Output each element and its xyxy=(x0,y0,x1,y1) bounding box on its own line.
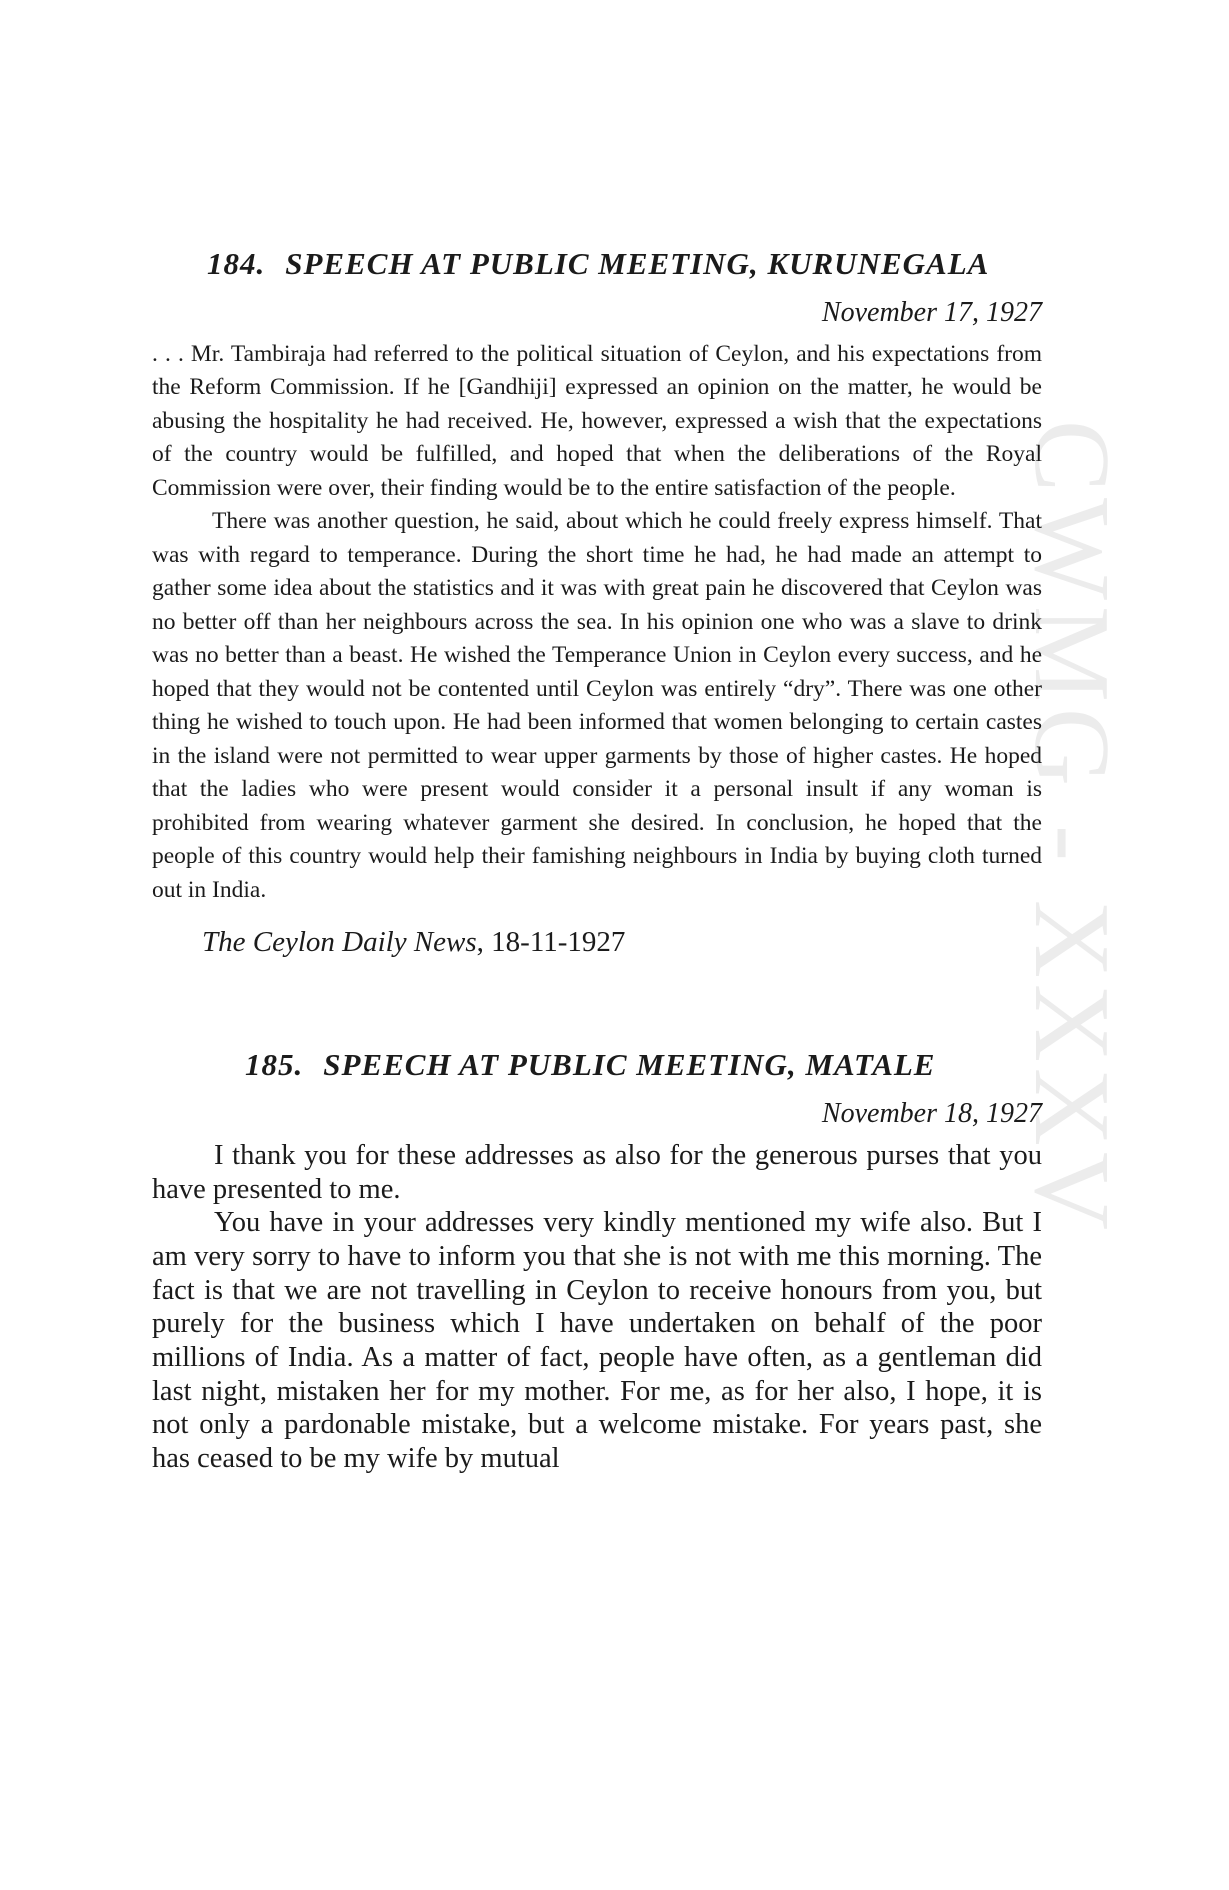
paragraph: I thank you for these addresses as also for the generous purses that you have presented to me. xyxy=(152,1139,1042,1205)
watermark: CWMG - XXXV xyxy=(1012,420,1131,1236)
section-184 xyxy=(152,245,1042,960)
section-number: 184. xyxy=(207,246,266,281)
paragraph: . . . Mr. Tambiraja had referred to the political situation of Ceylon, and his expectations from the Reform Commission. If he [Gandhiji] expressed an opinion on the matter, he would be abusing the hospitality he had received. He, however, expressed a wish that the expectations of the country would be fulfilled, and hoped that when the deliberations of the Royal Commission were over, their finding would be to the entire satisfaction of the people. xyxy=(152,340,1042,501)
section-number: 185. xyxy=(245,1047,304,1083)
section-185 xyxy=(152,1046,1042,1476)
section-date: November 17, 1927 xyxy=(821,297,1042,329)
source-citation xyxy=(152,925,1042,960)
paragraph: There was another question, he said, about which he could freely express himself. That was with regard to temperance. During the short time he had, he had made an attempt to gather some idea about the statistics and it was with great pain he discovered that Ceylon was no better off than her neighbours across the sea. In his opinion one who was a slave to drink was no better than a beast. He wished the Temperance Union in Ceylon every success, and he hoped that they would not be contented until Ceylon was entirely “dry”. There was one other thing he wished to touch upon. He had been informed that women belonging to certain castes in the island were not permitted to wear upper garments by those of higher castes. He hoped that the ladies who were present would consider it a personal insult if any woman is prohibited from wearing whatever garment she desired. In conclusion, he hoped that the people of this country would help their famishing neighbours in India by buying cloth turned out in India. xyxy=(152,508,1042,903)
section-heading xyxy=(152,1046,1042,1083)
section-date: November 18, 1927 xyxy=(821,1098,1042,1130)
section-body xyxy=(152,338,1042,908)
paragraph: You have in your addresses very kindly mentioned my wife also. But I am very sorry to have to inform you that she is not with me this morning. The fact is that we are not travelling in Ceylon to receive honours from you, but purely for the business which I have undertaken on behalf of the poor millions of India. As a matter of fact, people have often, as a gentleman did last night, mistaken her for my mother. For me, as for her also, I hope, it is not only a pardonable mistake, but a welcome mistake. For years past, she has ceased to be my wife by mutual xyxy=(152,1207,1042,1475)
source-publication: The Ceylon Daily News xyxy=(202,926,477,959)
section-title: SPEECH AT PUBLIC MEETING, KURUNEGALA xyxy=(285,246,990,281)
section-heading xyxy=(152,245,1042,282)
page-content xyxy=(152,245,1042,1476)
section-body xyxy=(152,1139,1042,1476)
source-date: , 18-11-1927 xyxy=(476,926,626,959)
section-title: SPEECH AT PUBLIC MEETING, MATALE xyxy=(323,1047,936,1083)
